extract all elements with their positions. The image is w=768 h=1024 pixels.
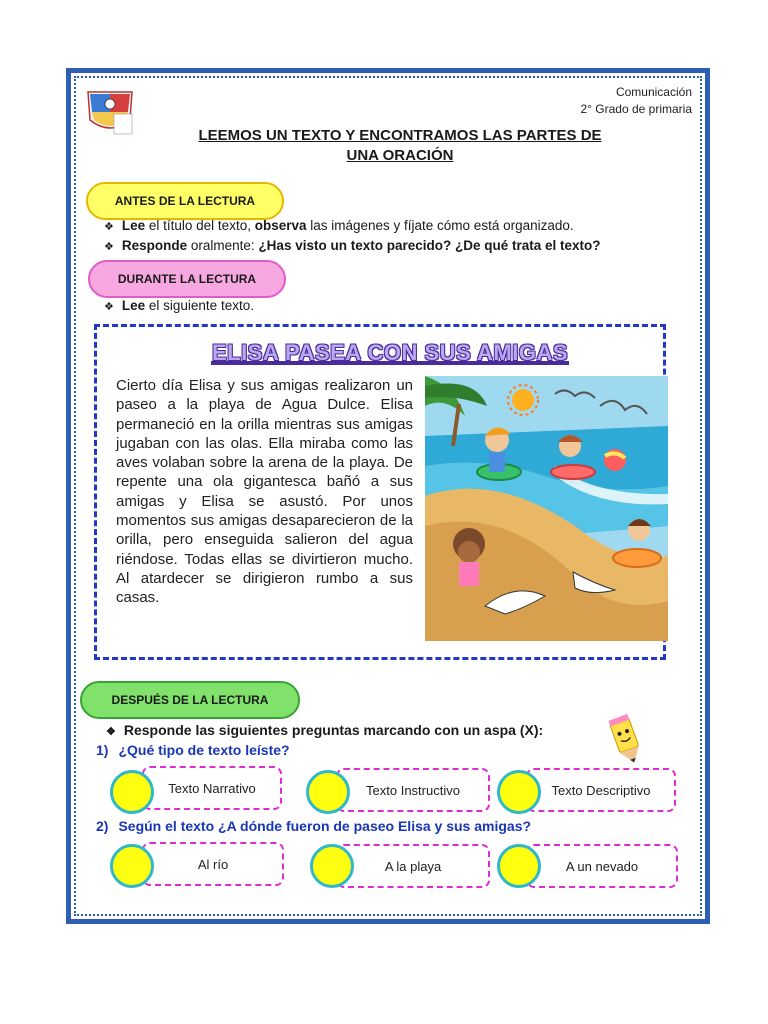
- option-label: Al río: [197, 856, 229, 872]
- answer-circle-q2-3[interactable]: [497, 844, 541, 888]
- bullet-text-2: las imágenes y fíjate cómo está organizado.: [306, 218, 574, 233]
- option-q1-descriptivo[interactable]: [526, 768, 676, 812]
- option-q1-instructivo[interactable]: [336, 768, 490, 812]
- bullet-text: el siguiente texto.: [145, 298, 254, 313]
- diamond-bullet-icon: ❖: [104, 241, 114, 253]
- bullet-bold: Lee: [121, 298, 146, 313]
- title-line-1: LEEMOS UN TEXTO Y ENCONTRAMOS LAS PARTES DE: [198, 127, 602, 144]
- instruction-text: [106, 722, 543, 738]
- story-title: ELISA PASEA CON SUS AMIGAS: [211, 340, 569, 365]
- diamond-bullet-icon: ❖: [104, 301, 114, 313]
- option-q2-nevado[interactable]: [526, 844, 678, 888]
- during-bullet: [104, 298, 254, 313]
- bullet-bold: Responde: [121, 238, 188, 253]
- bullet-bold: Lee: [121, 218, 146, 233]
- answer-circle-q2-1[interactable]: [110, 844, 154, 888]
- option-q2-playa[interactable]: [336, 844, 490, 888]
- beach-scene-illustration: [425, 376, 668, 641]
- question-number: 2): [96, 818, 109, 834]
- question-text: Según el texto ¿A dónde fueron de paseo Elisa y sus amigas?: [118, 818, 532, 834]
- answer-circle-q1-2[interactable]: [306, 770, 350, 814]
- bullet-bold-2: ¿Has visto un texto parecido? ¿De qué trata el texto?: [258, 238, 601, 253]
- pencil-icon: [604, 714, 648, 766]
- answer-circle-q1-3[interactable]: [497, 770, 541, 814]
- option-label: A la playa: [384, 858, 442, 874]
- story-text: Cierto día Elisa y sus amigas realizaron un paseo a la playa de Agua Dulce. Elisa permaneció en la orilla mientras sus amigas jugaban con las olas. Ella miraba como las aves volaban sobre la arena de la playa. De repente una ola gigantesca bañó a sus amigas y Elisa se asustó. Por unos momentos sus amigas desaparecieron de la orilla, pero enseguida salieron del agua riéndose. Todas ellas se divirtieron mucho. Al atardecer se dirigieron rumbo a sus casas.: [116, 377, 413, 607]
- diamond-bullet-icon: ❖: [104, 221, 114, 233]
- question-2: [96, 818, 531, 834]
- before-bullet-1: [104, 218, 574, 233]
- header-info: [580, 84, 692, 118]
- title-line-2: UNA ORACIÓN: [346, 147, 454, 164]
- question-1: [96, 742, 290, 758]
- option-q2-rio[interactable]: [142, 842, 284, 886]
- option-label: Texto Descriptivo: [551, 782, 651, 798]
- question-text: ¿Qué tipo de texto leíste?: [118, 742, 290, 758]
- page-title: [130, 126, 670, 166]
- option-label: A un nevado: [565, 858, 639, 874]
- option-q1-narrativo[interactable]: [142, 766, 282, 810]
- during-reading-badge: DURANTE LA LECTURA: [88, 260, 286, 298]
- diamond-bullet-icon: ❖: [106, 726, 116, 738]
- option-label: Texto Instructivo: [366, 782, 460, 798]
- bullet-text: oralmente:: [187, 238, 259, 253]
- subject-label: Comunicación: [615, 85, 692, 99]
- grade-label: 2° Grado de primaria: [580, 102, 692, 116]
- instruction-label: Responde las siguientes preguntas marcando con un aspa (X):: [123, 722, 544, 738]
- option-label: Texto Narrativo: [168, 780, 256, 796]
- bullet-text: el título del texto,: [145, 218, 255, 233]
- after-reading-badge: DESPUÉS DE LA LECTURA: [80, 681, 300, 719]
- answer-circle-q1-1[interactable]: [110, 770, 154, 814]
- bullet-bold-2: observa: [254, 218, 307, 233]
- answer-circle-q2-2[interactable]: [310, 844, 354, 888]
- before-reading-badge: ANTES DE LA LECTURA: [86, 182, 284, 220]
- before-bullet-2: [104, 238, 601, 253]
- question-number: 1): [96, 742, 109, 758]
